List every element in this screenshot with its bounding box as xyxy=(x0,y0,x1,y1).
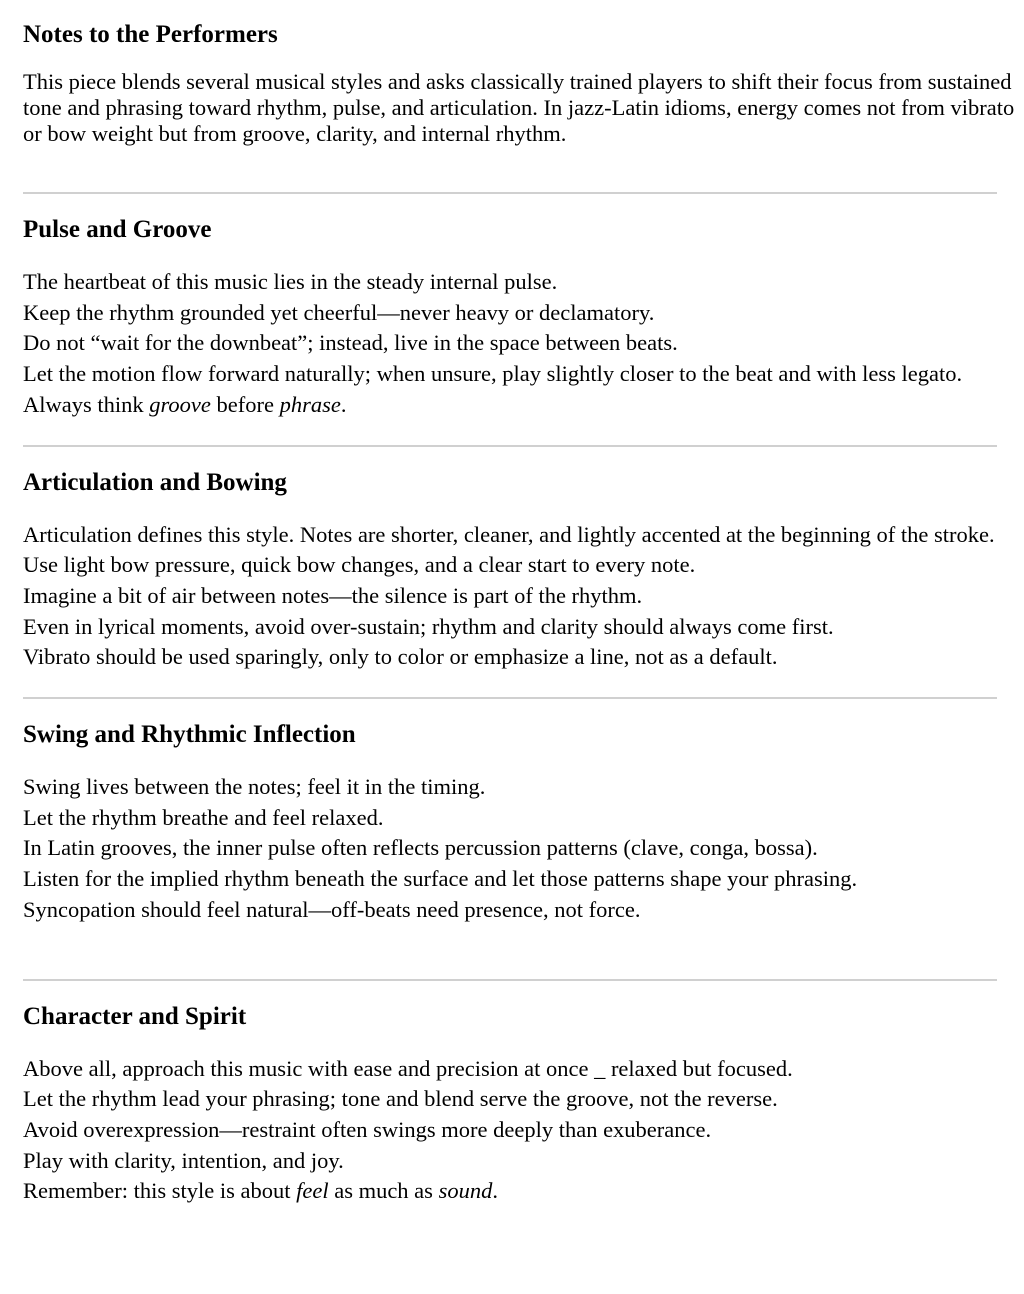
section-divider xyxy=(23,697,997,699)
text-line: Even in lyrical moments, avoid over-sustain; rhythm and clarity should always come first. xyxy=(23,613,834,639)
section-character-and-spirit xyxy=(23,1002,1017,1208)
section-body xyxy=(23,520,1017,674)
section-body xyxy=(23,267,1017,421)
text-line: Let the rhythm breathe and feel relaxed. xyxy=(23,804,384,830)
section-heading: Character and Spirit xyxy=(23,1002,247,1030)
text-segment: before xyxy=(210,391,280,417)
text-line: Syncopation should feel natural—off-beats need presence, not force. xyxy=(23,896,641,922)
text-segment: . xyxy=(340,391,347,417)
intro-paragraph: This piece blends several musical styles and asks classically trained players to shift their focus from sustained tone and phrasing toward rhythm, pulse, and articulation. In jazz-Latin idioms, energy comes not from vibrato or bow weight but from groove, clarity, and internal rhythm. xyxy=(23,69,1015,146)
text-segment: . xyxy=(492,1178,498,1204)
emphasis-text: groove xyxy=(149,391,211,417)
text-line: The heartbeat of this music lies in the steady internal pulse. xyxy=(23,269,558,294)
page-title: Notes to the Performers xyxy=(23,21,278,48)
text-line xyxy=(23,1176,1017,1207)
text-line: Let the rhythm lead your phrasing; tone and blend serve the groove, not the reverse. xyxy=(23,1086,778,1112)
section-articulation-and-bowing xyxy=(23,468,1017,674)
section-pulse-and-groove xyxy=(23,215,1017,421)
emphasis-text: phrase xyxy=(279,391,341,417)
section-divider xyxy=(23,192,997,194)
text-line: In Latin grooves, the inner pulse often reflects percussion patterns (clave, conga, bossa). xyxy=(23,835,818,861)
section-divider xyxy=(23,979,997,981)
text-segment: as much as xyxy=(328,1178,439,1204)
section-body xyxy=(23,1054,1017,1208)
text-line: Let the motion flow forward naturally; when unsure, play slightly closer to the beat and with less legato. xyxy=(23,361,963,387)
text-line: Above all, approach this music with ease and precision at once _ relaxed but focused. xyxy=(23,1055,793,1081)
section-body xyxy=(23,772,1017,926)
text-line: Vibrato should be used sparingly, only to color or emphasize a line, not as a default. xyxy=(23,644,778,670)
text-line: Swing lives between the notes; feel it in the timing. xyxy=(23,774,486,800)
emphasis-text: sound xyxy=(438,1178,493,1204)
text-line: Imagine a bit of air between notes—the silence is part of the rhythm. xyxy=(23,582,643,608)
text-line: Use light bow pressure, quick bow changes, and a clear start to every note. xyxy=(23,552,696,578)
text-line: Avoid overexpression—restraint often swings more deeply than exuberance. xyxy=(23,1116,712,1142)
text-segment: Remember: this style is about xyxy=(23,1178,297,1204)
section-swing-and-rhythmic-inflection xyxy=(23,720,1017,926)
text-line: Play with clarity, intention, and joy. xyxy=(23,1147,344,1173)
text-line: Do not “wait for the downbeat”; instead, live in the space between beats. xyxy=(23,330,678,356)
text-line: Keep the rhythm grounded yet cheerful—never heavy or declamatory. xyxy=(23,299,655,325)
section-heading: Swing and Rhythmic Inflection xyxy=(23,721,356,749)
section-divider xyxy=(23,445,997,447)
text-line: Articulation defines this style. Notes are shorter, cleaner, and lightly accented at the beginning of the stroke. xyxy=(23,521,995,547)
text-line xyxy=(23,390,1017,421)
text-line: Listen for the implied rhythm beneath the surface and let those patterns shape your phrasing. xyxy=(23,866,858,892)
text-segment: Always think xyxy=(23,391,150,417)
section-heading: Pulse and Groove xyxy=(23,216,212,243)
emphasis-text: feel xyxy=(296,1178,329,1204)
section-heading: Articulation and Bowing xyxy=(23,468,287,496)
